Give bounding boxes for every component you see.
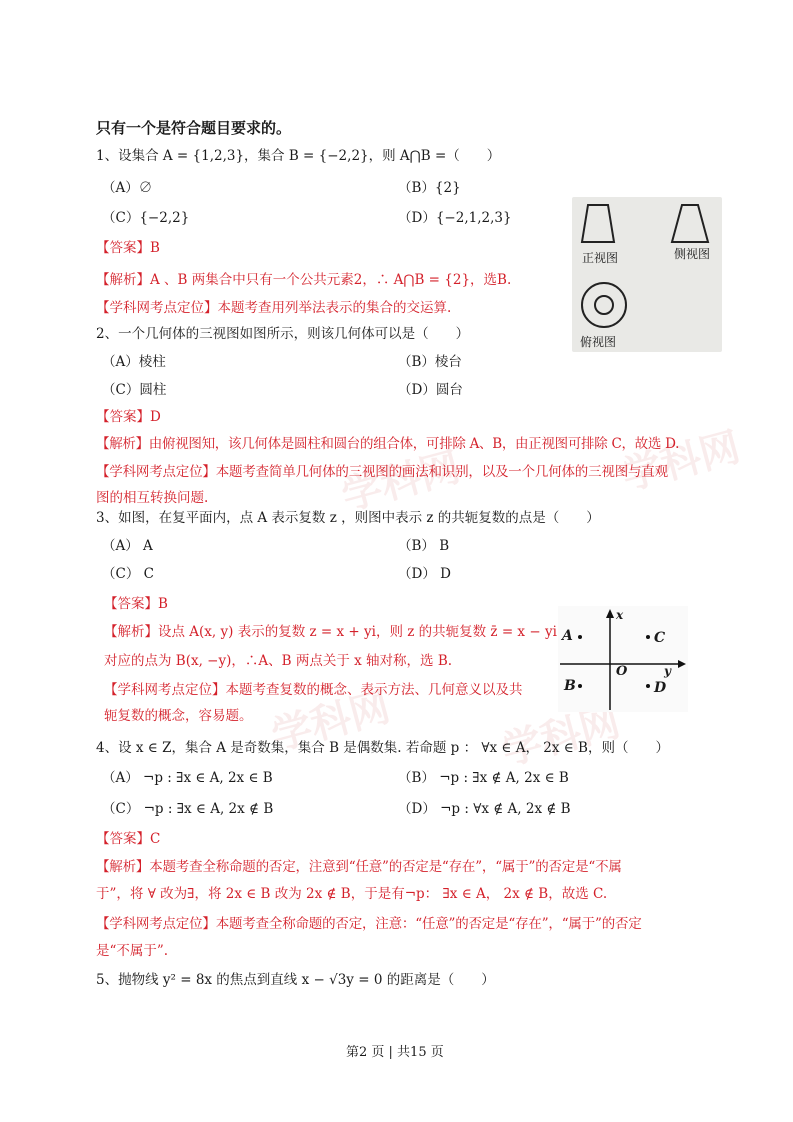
question-1-stem: 1、设集合 A = {1,2,3}，集合 B = {−2,2}，则 A⋂B =（ ） (96, 148, 501, 164)
question-3-option-c: （C） C (102, 566, 154, 582)
point-a-label: A (562, 628, 573, 644)
question-2-option-b: （B）棱台 (398, 354, 462, 370)
question-1-option-d: （D）{−2,1,2,3} (398, 210, 512, 226)
question-4-analysis-line-2: 于”，将 ∀ 改为∃，将 2x ∈ B 改为 2x ∉ B，于是有¬p： ∃x ∈ A， 2x ∉ B，故选 C. (96, 886, 608, 902)
point-b-dot (578, 684, 582, 688)
question-1-answer: 【答案】B (96, 240, 160, 256)
question-3-option-a: （A） A (102, 538, 153, 554)
section-heading: 只有一个是符合题目要求的。 (96, 119, 292, 137)
question-3-point-line-2: 轭复数的概念，容易题。 (104, 708, 253, 724)
question-3-analysis-line-2: 对应的点为 B(x, −y)，∴A、B 两点关于 x 轴对称，选 B. (104, 653, 453, 669)
question-3-stem: 3、如图，在复平面内，点 A 表示复数 z ，则图中表示 z 的共轭复数的点是（ ） (96, 510, 600, 526)
question-1-point: 【学科网考点定位】本题考查用列举法表示的集合的交运算. (96, 300, 452, 316)
question-3-point-line-1: 【学科网考点定位】本题考查复数的概念、表示方法、几何意义以及共 (104, 682, 523, 698)
question-4-answer: 【答案】C (96, 831, 161, 847)
question-4-option-b: （B） ¬p : ∃x ∉ A, 2x ∈ B (398, 770, 569, 786)
side-view-trapezoid (672, 205, 708, 242)
top-view-inner-circle (595, 296, 613, 314)
question-2-point-line-2: 图的相互转换问题. (96, 490, 209, 506)
question-2-analysis: 【解析】由俯视图知，该几何体是圆柱和圆台的组合体，可排除 A、B，由正视图可排除 C，故选 D. (96, 436, 680, 452)
point-d-label: D (654, 680, 667, 696)
question-4-point-line-1: 【学科网考点定位】本题考查全称命题的否定，注意：“任意”的否定是“存在”，“属于”的否定 (96, 916, 642, 932)
question-4-option-a: （A） ¬p : ∃x ∈ A, 2x ∈ B (102, 770, 273, 786)
question-3-option-d: （D） D (398, 566, 451, 582)
question-3-answer: 【答案】B (104, 596, 168, 612)
question-1-option-c: （C）{−2,2} (102, 210, 190, 226)
front-view-label: 正视图 (582, 251, 619, 265)
top-view-outer-circle (582, 283, 626, 327)
axis-label-x: x (616, 608, 624, 622)
question-3-analysis-line-1: 【解析】设点 A(x, y) 表示的复数 z = x + yi，则 z 的共轭复数 z̄ = x − yi (104, 624, 557, 640)
question-2-point-line-1: 【学科网考点定位】本题考查简单几何体的三视图的画法和识别，以及一个几何体的三视图与直观 (96, 464, 668, 480)
three-view-figure (572, 197, 722, 352)
complex-plane-figure (558, 606, 688, 712)
axis-label-y: y (664, 664, 671, 678)
question-1-option-b: （B）{2} (398, 180, 461, 196)
watermark: 学科网 (616, 423, 745, 500)
question-2-stem: 2、一个几何体的三视图如图所示，则该几何体可以是（ ） (96, 326, 470, 342)
point-d-dot (646, 684, 650, 688)
top-view-label: 俯视图 (580, 335, 617, 349)
question-3-option-b: （B） B (398, 538, 450, 554)
question-4-stem: 4、设 x ∈ Z，集合 A 是奇数集，集合 B 是偶数集. 若命题 p ： ∀x ∈ A， 2x ∈ B，则（ ） (96, 740, 669, 756)
watermark: 学科网 (496, 698, 625, 775)
y-axis-arrow (606, 609, 614, 618)
question-2-option-d: （D）圆台 (398, 382, 463, 398)
point-c-dot (646, 635, 650, 639)
question-1-option-a: （A）∅ (102, 180, 153, 196)
point-c-label: C (654, 630, 666, 646)
question-2-option-c: （C）圆柱 (102, 382, 167, 398)
origin-label: O (616, 664, 628, 679)
watermark: 学科网 (266, 683, 395, 760)
question-1-analysis: 【解析】A 、B 两集合中只有一个公共元素2，∴ A⋂B = {2}，选B. (96, 272, 512, 288)
side-view-label: 侧视图 (674, 247, 711, 261)
x-axis-arrow (678, 660, 686, 668)
question-2-answer: 【答案】D (96, 409, 161, 425)
question-5-stem: 5、抛物线 y² = 8x 的焦点到直线 x − √3y = 0 的距离是（ ） (96, 972, 495, 988)
front-view-trapezoid (582, 205, 614, 242)
point-b-label: B (564, 678, 576, 694)
watermark: 学科网 (336, 443, 465, 520)
question-4-analysis-line-1: 【解析】本题考查全称命题的否定，注意到“任意”的否定是“存在”，“属于”的否定是“不属 (96, 859, 622, 875)
question-4-option-d: （D） ¬p : ∀x ∉ A, 2x ∉ B (398, 801, 571, 817)
question-4-point-line-2: 是“不属于”. (96, 943, 169, 959)
question-4-option-c: （C） ¬p : ∃x ∈ A, 2x ∉ B (102, 801, 274, 817)
point-a-dot (578, 635, 582, 639)
page-footer: 第2 页 | 共15 页 (346, 1045, 444, 1060)
question-2-option-a: （A）棱柱 (102, 354, 166, 370)
three-view-drawing (572, 197, 722, 352)
